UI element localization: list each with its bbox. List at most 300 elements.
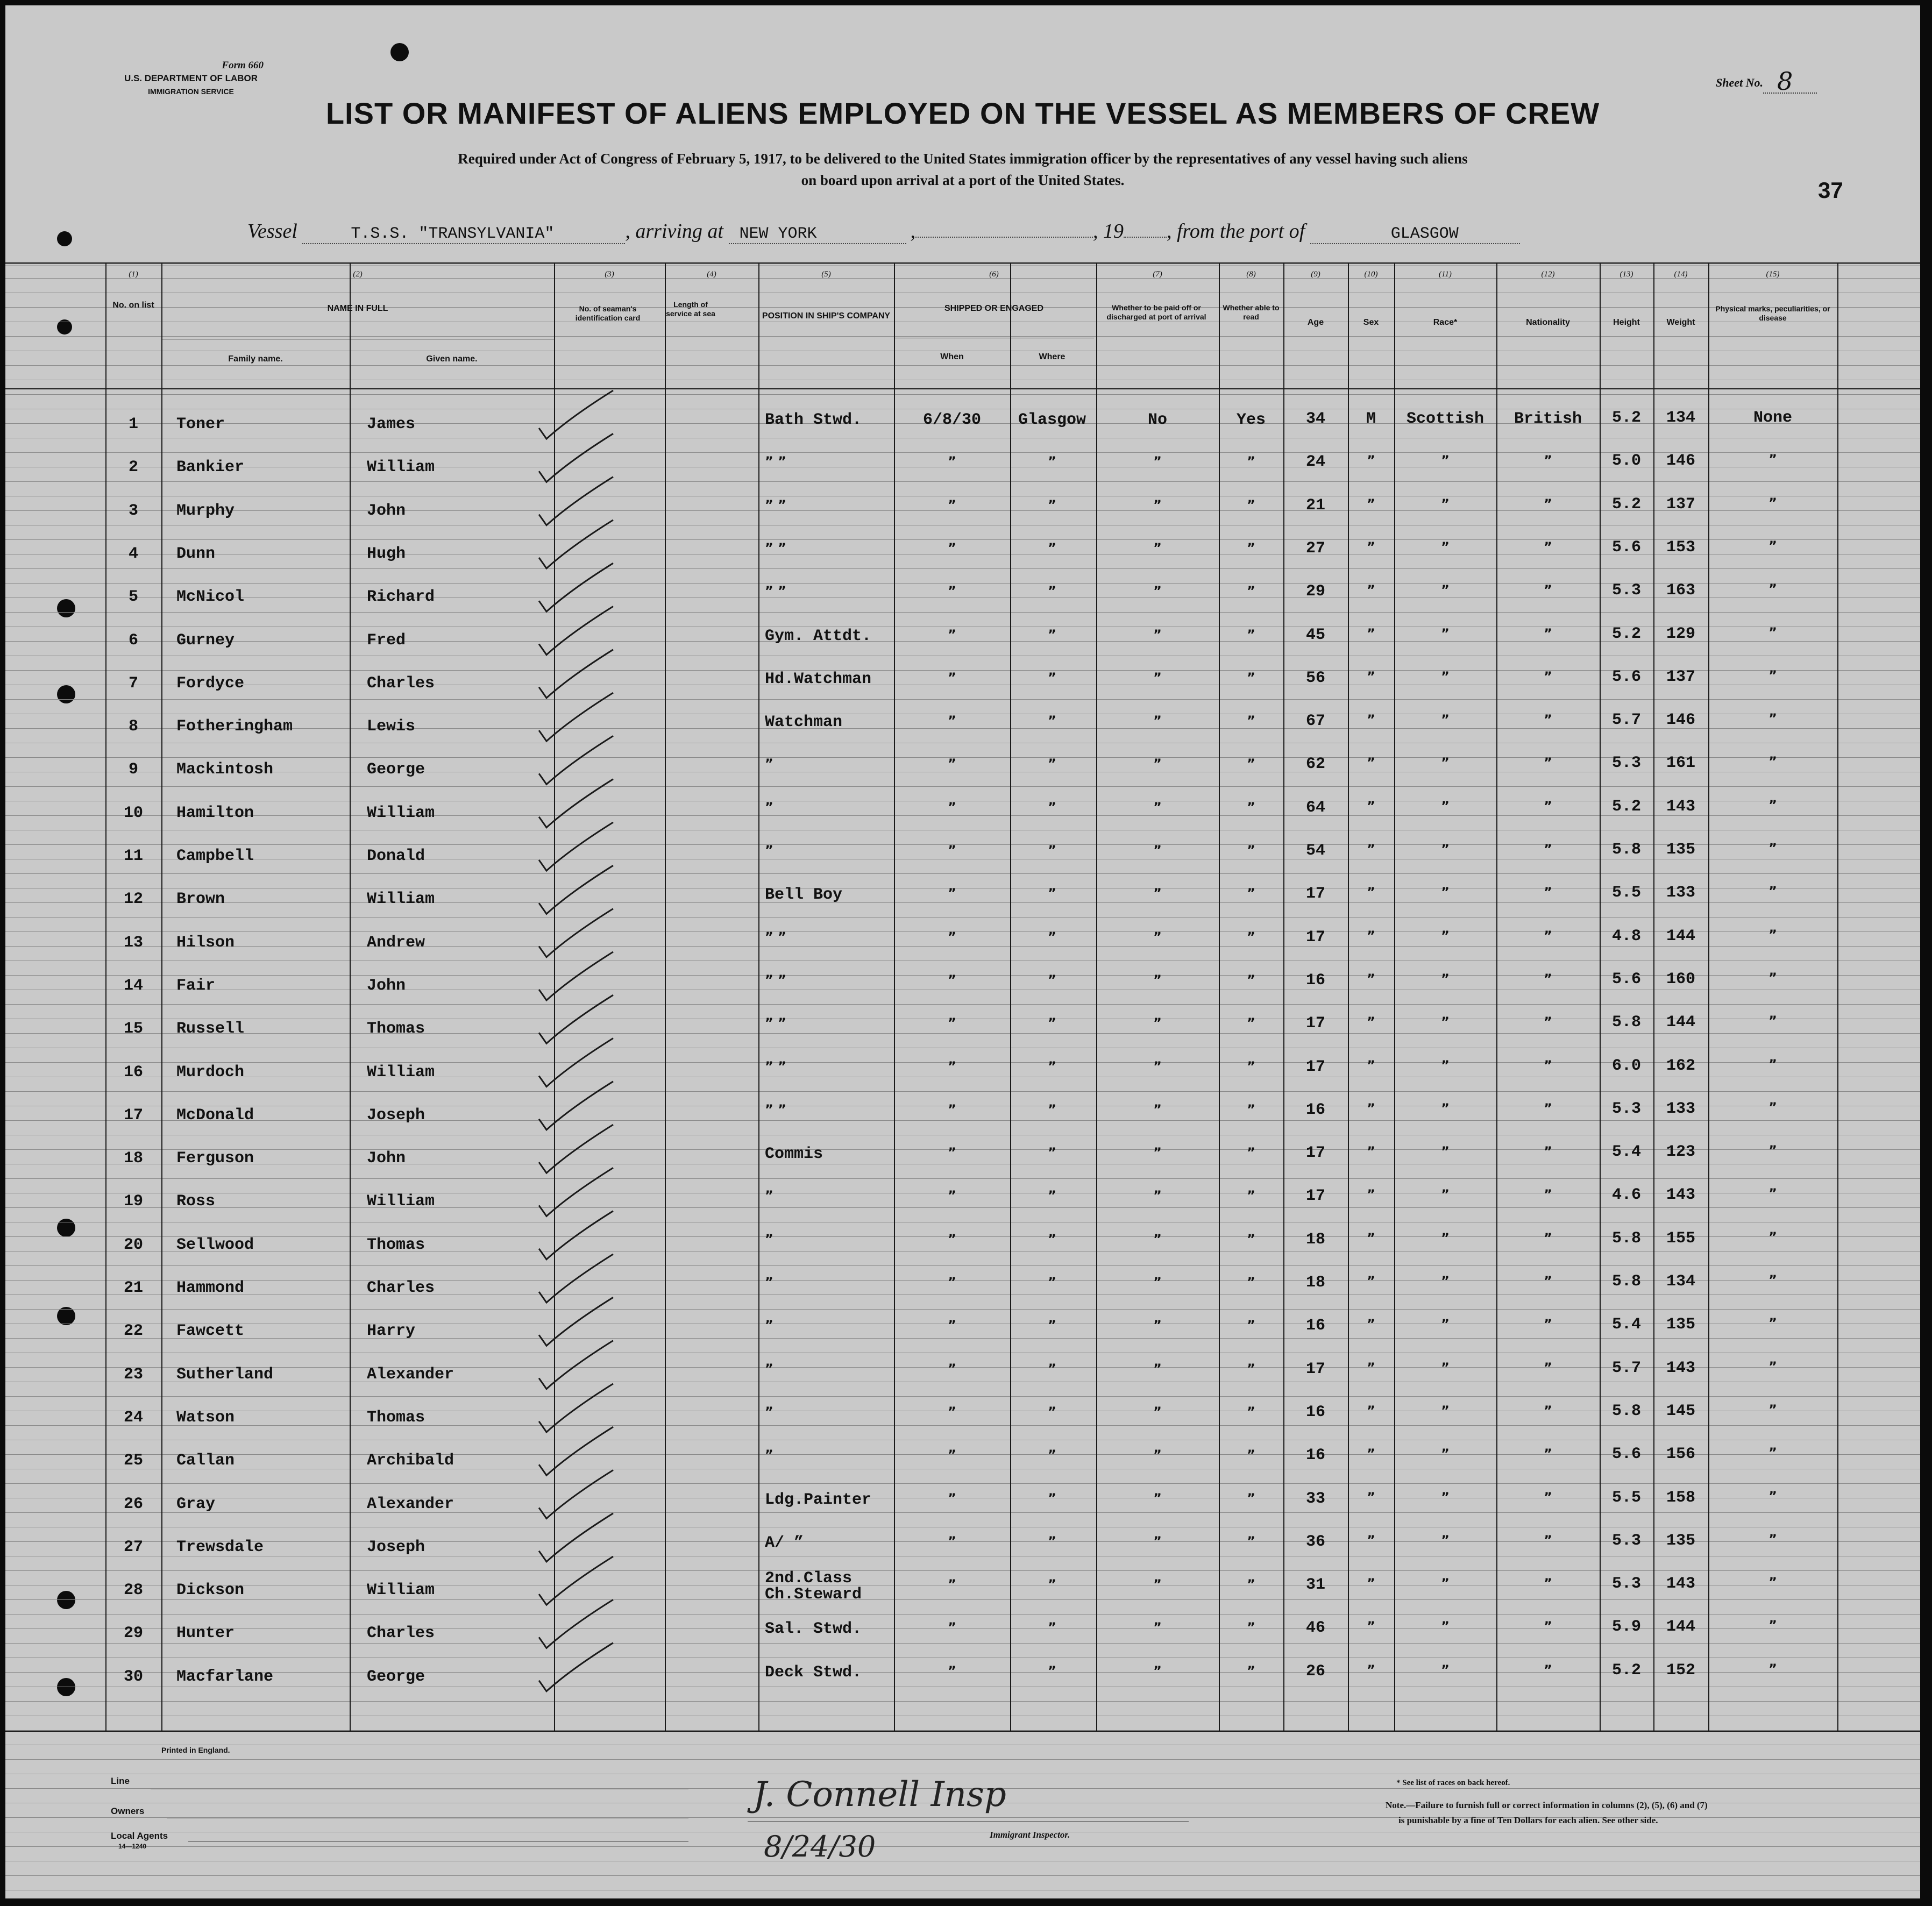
- shipped-when: ”: [948, 1101, 956, 1117]
- position: ” ”: [765, 929, 786, 944]
- family-name: Ross: [176, 1192, 216, 1211]
- sex: ”: [1367, 1144, 1375, 1160]
- given-name: Thomas: [367, 1020, 425, 1039]
- paid-off: ”: [1153, 454, 1162, 470]
- ruled-line: [5, 1875, 1920, 1876]
- nationality: ”: [1544, 1274, 1552, 1289]
- physical-marks: ”: [1768, 1575, 1777, 1590]
- family-name: Fawcett: [176, 1322, 245, 1341]
- height: 5.2: [1611, 624, 1641, 643]
- given-name: William: [367, 803, 435, 822]
- weight: 135: [1666, 1531, 1695, 1550]
- ruled-line: [5, 1483, 1920, 1484]
- position: ” ”: [765, 1101, 786, 1117]
- height: 5.8: [1611, 1272, 1641, 1291]
- column-number: (10): [1364, 270, 1378, 279]
- column-line: [665, 264, 666, 1731]
- paid-off: ”: [1153, 929, 1162, 944]
- physical-marks: ”: [1768, 1531, 1777, 1547]
- given-name: Alexander: [367, 1495, 454, 1513]
- physical-marks: ”: [1768, 970, 1777, 985]
- check-mark: [539, 995, 613, 1043]
- race: ”: [1441, 842, 1450, 857]
- given-name: Charles: [367, 1624, 435, 1643]
- ruled-line: [5, 1570, 1920, 1571]
- check-mark: [539, 909, 613, 957]
- height: 4.8: [1611, 927, 1641, 945]
- check-mark: [539, 1125, 613, 1173]
- weight: 143: [1666, 1575, 1695, 1594]
- arriving-port: NEW YORK: [739, 225, 817, 243]
- race: ”: [1441, 582, 1450, 598]
- height: 5.6: [1611, 970, 1641, 988]
- department-name: U.S. DEPARTMENT OF LABOR: [124, 73, 258, 83]
- position: ”: [765, 756, 773, 772]
- race: ”: [1441, 755, 1450, 771]
- shipped-where: ”: [1048, 1577, 1056, 1592]
- able-to-read: ”: [1247, 1318, 1255, 1333]
- ruled-line: [5, 481, 1920, 482]
- paid-off: ”: [1153, 713, 1162, 729]
- able-to-read: ”: [1247, 886, 1255, 901]
- sex: ”: [1367, 1446, 1375, 1462]
- family-name: Dunn: [176, 544, 216, 563]
- position: ” ”: [765, 972, 786, 987]
- family-name: Murdoch: [176, 1063, 245, 1082]
- shipped-where: ”: [1048, 1145, 1056, 1161]
- column-line: [1496, 264, 1497, 1731]
- age: 16: [1305, 1100, 1325, 1119]
- family-name: Trewsdale: [176, 1538, 264, 1556]
- shipped-where: ”: [1048, 799, 1056, 815]
- sex: ”: [1367, 1619, 1375, 1634]
- ruled-line: [5, 1178, 1920, 1179]
- race: ”: [1441, 1360, 1450, 1375]
- ruled-line: [5, 917, 1920, 918]
- nationality: ”: [1544, 539, 1552, 554]
- height: 5.5: [1611, 1488, 1641, 1507]
- race: ”: [1441, 885, 1450, 900]
- weight: 135: [1666, 1315, 1695, 1334]
- physical-marks: ”: [1768, 581, 1777, 597]
- family-name: Fordyce: [176, 674, 245, 693]
- sex: ”: [1367, 668, 1375, 684]
- weight: 162: [1666, 1056, 1695, 1075]
- column-line: [1394, 264, 1395, 1731]
- physical-marks: ”: [1768, 452, 1777, 467]
- weight: 134: [1666, 409, 1695, 427]
- height: 5.6: [1611, 538, 1641, 557]
- header-race: Race*: [1433, 318, 1458, 327]
- shipped-where: ”: [1048, 454, 1056, 470]
- column-number: (15): [1766, 270, 1780, 279]
- sex: ”: [1367, 496, 1375, 511]
- shipped-when: ”: [948, 627, 956, 642]
- nationality: ”: [1544, 842, 1552, 857]
- check-mark: [539, 1427, 613, 1475]
- sex: ”: [1367, 1489, 1375, 1505]
- position: ” ”: [765, 540, 786, 556]
- height: 5.0: [1611, 452, 1641, 471]
- shipped-when: ”: [948, 540, 956, 556]
- note-line-1: Note.—Failure to furnish full or correct information in columns (2), (5), (6) and (7): [1386, 1800, 1708, 1810]
- column-line: [894, 264, 895, 1731]
- physical-marks: ”: [1768, 711, 1777, 727]
- shipped-where: ”: [1048, 1188, 1056, 1204]
- punch-hole: [57, 1307, 75, 1325]
- given-name: James: [367, 415, 416, 433]
- given-name: Charles: [367, 674, 435, 693]
- nationality: ”: [1544, 582, 1552, 598]
- weight: 144: [1666, 1013, 1695, 1032]
- position: Sal. Stwd.: [765, 1620, 862, 1639]
- header-physical-marks: Physical marks, peculiarities, or disease: [1715, 304, 1830, 322]
- position: ” ”: [765, 454, 786, 470]
- family-name: Toner: [176, 415, 225, 433]
- race: ”: [1441, 1576, 1450, 1591]
- shipped-when: ”: [948, 886, 956, 901]
- paid-off: ”: [1153, 627, 1162, 642]
- age: 62: [1305, 755, 1325, 774]
- column-number: (3): [605, 270, 614, 279]
- sex: ”: [1367, 1100, 1375, 1116]
- column-line: [1010, 264, 1011, 1731]
- nationality: ”: [1544, 1403, 1552, 1418]
- ruled-line: [5, 1396, 1920, 1397]
- able-to-read: ”: [1247, 1145, 1255, 1161]
- sex: ”: [1367, 1014, 1375, 1030]
- physical-marks: ”: [1768, 1186, 1777, 1201]
- race: ”: [1441, 1619, 1450, 1634]
- shipped-where: ”: [1048, 929, 1056, 944]
- sex: ”: [1367, 1360, 1375, 1375]
- column-line: [1283, 264, 1284, 1731]
- column-line: [1653, 264, 1654, 1731]
- row-number: 6: [128, 631, 138, 650]
- shipped-where: ”: [1048, 972, 1056, 987]
- position: ”: [765, 1404, 773, 1419]
- column-number: (2): [353, 270, 363, 279]
- sex: ”: [1367, 582, 1375, 598]
- shipped-when: ”: [948, 1058, 956, 1074]
- weight: 144: [1666, 927, 1695, 945]
- paid-off: ”: [1153, 1275, 1162, 1290]
- sex: ”: [1367, 712, 1375, 728]
- identification-check-marks: [532, 355, 640, 1732]
- shipped-when: ”: [948, 1663, 956, 1679]
- family-name: Fair: [176, 976, 216, 995]
- family-name: Gurney: [176, 631, 235, 650]
- header-position: POSITION IN SHIP'S COMPANY: [762, 311, 891, 321]
- height: 5.8: [1611, 1402, 1641, 1420]
- check-mark: [539, 1082, 613, 1130]
- position: ”: [765, 1275, 773, 1290]
- page-title: LIST OR MANIFEST OF ALIENS EMPLOYED ON THE VESSEL AS MEMBERS OF CREW: [325, 96, 1600, 130]
- column-line: [1348, 264, 1349, 1731]
- weight: 155: [1666, 1229, 1695, 1248]
- sex: ”: [1367, 1403, 1375, 1418]
- check-mark: [539, 477, 613, 525]
- shipped-when: ”: [948, 454, 956, 470]
- ruled-line: [5, 336, 1920, 337]
- header-age: Age: [1307, 318, 1324, 327]
- able-to-read: ”: [1247, 1015, 1255, 1031]
- check-mark: [539, 1297, 613, 1346]
- ruled-line: [5, 365, 1920, 366]
- race: ”: [1441, 1662, 1450, 1677]
- family-name: Mackintosh: [176, 760, 274, 779]
- age: 56: [1305, 668, 1325, 687]
- sex: ”: [1367, 842, 1375, 857]
- physical-marks: ”: [1768, 624, 1777, 640]
- weight: 133: [1666, 1099, 1695, 1118]
- physical-marks: ”: [1768, 1315, 1777, 1331]
- race: ”: [1441, 1274, 1450, 1289]
- age: 21: [1305, 496, 1325, 515]
- shipped-where: ”: [1048, 1663, 1056, 1679]
- family-name: Brown: [176, 890, 225, 909]
- able-to-read: ”: [1247, 843, 1255, 858]
- height: 5.7: [1611, 711, 1641, 730]
- physical-marks: ”: [1768, 1013, 1777, 1029]
- nationality: ”: [1544, 755, 1552, 771]
- shipped-where: ”: [1048, 627, 1056, 642]
- nationality: ”: [1544, 1317, 1552, 1332]
- weight: 144: [1666, 1618, 1695, 1637]
- printed-in-england: Printed in England.: [161, 1746, 230, 1754]
- weight: 143: [1666, 1359, 1695, 1377]
- able-to-read: ”: [1247, 497, 1255, 513]
- age: 45: [1305, 625, 1325, 644]
- column-number: (12): [1541, 270, 1555, 279]
- check-mark: [539, 779, 613, 828]
- family-name: Fotheringham: [176, 717, 293, 736]
- row-number: 3: [128, 501, 138, 520]
- race: ”: [1441, 1187, 1450, 1203]
- nationality: ”: [1544, 712, 1552, 728]
- column-number: (14): [1674, 270, 1688, 279]
- height: 6.0: [1611, 1056, 1641, 1075]
- position: Bell Boy: [765, 886, 843, 905]
- position: 2nd.Class: [765, 1569, 853, 1588]
- position: ”: [765, 799, 773, 815]
- shipped-when: ”: [948, 1145, 956, 1161]
- able-to-read: ”: [1247, 799, 1255, 815]
- check-mark: [539, 390, 613, 439]
- ruled-line: [5, 1846, 1920, 1847]
- position: ”: [765, 1188, 773, 1204]
- check-mark: [539, 865, 613, 914]
- check-mark: [539, 433, 613, 482]
- row-number: 30: [123, 1667, 143, 1686]
- nationality: ”: [1544, 496, 1552, 511]
- age: 16: [1305, 1446, 1325, 1465]
- sheet-label: Sheet No.: [1716, 76, 1763, 89]
- header-length-service: Length of service at sea: [666, 300, 715, 318]
- shipped-when: ”: [948, 670, 956, 685]
- from-label: , from the port of: [1167, 220, 1305, 243]
- paid-off: ”: [1153, 1663, 1162, 1679]
- position: Hd.Watchman: [765, 670, 872, 688]
- check-mark: [539, 1341, 613, 1389]
- position: A/ ”: [765, 1533, 804, 1552]
- shipped-when: ”: [948, 1577, 956, 1592]
- given-name: Lewis: [367, 717, 416, 736]
- from-port: GLASGOW: [1390, 225, 1459, 243]
- given-name: Alexander: [367, 1365, 454, 1384]
- paid-off: No: [1147, 411, 1167, 429]
- height: 5.3: [1611, 754, 1641, 773]
- paid-off: ”: [1153, 799, 1162, 815]
- age: 34: [1305, 410, 1325, 428]
- weight: 145: [1666, 1402, 1695, 1420]
- family-name: Gray: [176, 1495, 216, 1513]
- race: ”: [1441, 1100, 1450, 1116]
- able-to-read: ”: [1247, 1101, 1255, 1117]
- nationality: ”: [1544, 928, 1552, 943]
- shipped-when: 6/8/30: [922, 411, 982, 429]
- shipped-where: ”: [1048, 843, 1056, 858]
- shipped-when: ”: [948, 799, 956, 815]
- height: 5.2: [1611, 495, 1641, 514]
- shipped-where: ”: [1048, 1361, 1056, 1376]
- able-to-read: ”: [1247, 454, 1255, 470]
- row-number: 1: [128, 415, 138, 433]
- shipped-where: ”: [1048, 670, 1056, 685]
- family-name: Russell: [176, 1020, 245, 1039]
- ruled-line: [5, 1425, 1920, 1426]
- given-name: George: [367, 1667, 425, 1686]
- able-to-read: ”: [1247, 713, 1255, 729]
- header-height: Height: [1613, 318, 1640, 327]
- shipped-where: ”: [1048, 1620, 1056, 1635]
- column-line: [1096, 264, 1097, 1731]
- header-where: Where: [1039, 352, 1066, 361]
- height: 5.4: [1611, 1315, 1641, 1334]
- shipped-where: ”: [1048, 584, 1056, 599]
- ruled-line: [5, 902, 1920, 903]
- header-given-name: Given name.: [426, 354, 478, 364]
- sex: ”: [1367, 1274, 1375, 1289]
- shipped-where: ”: [1048, 1275, 1056, 1290]
- vessel-name: T.S.S. "TRANSYLVANIA": [351, 225, 555, 243]
- punch-hole: [57, 599, 75, 617]
- row-number: 12: [123, 890, 143, 909]
- physical-marks: ”: [1768, 495, 1777, 510]
- given-name: William: [367, 458, 435, 477]
- column-line: [1600, 264, 1601, 1731]
- shipped-where: ”: [1048, 886, 1056, 901]
- position: Ldg.Painter: [765, 1490, 872, 1509]
- age: 17: [1305, 1057, 1325, 1076]
- given-name: Andrew: [367, 933, 425, 952]
- header-seaman-id: No. of seaman's identification card: [575, 304, 641, 322]
- family-name: Callan: [176, 1452, 235, 1470]
- ruled-line: [5, 1701, 1920, 1702]
- physical-marks: ”: [1768, 667, 1777, 683]
- sex: ”: [1367, 798, 1375, 814]
- year-label: , 19: [1093, 220, 1124, 243]
- shipped-when: ”: [948, 843, 956, 858]
- paid-off: ”: [1153, 1015, 1162, 1031]
- header-name-in-full: NAME IN FULL: [327, 304, 388, 313]
- able-to-read: ”: [1247, 972, 1255, 987]
- sex: M: [1366, 410, 1376, 428]
- row-number: 27: [123, 1538, 143, 1556]
- family-name: Sutherland: [176, 1365, 274, 1384]
- age: 17: [1305, 1360, 1325, 1378]
- nationality: ”: [1544, 1619, 1552, 1634]
- physical-marks: ”: [1768, 1661, 1777, 1676]
- family-name: Campbell: [176, 847, 254, 865]
- ruled-line: [5, 873, 1920, 874]
- shipped-where: ”: [1048, 1101, 1056, 1117]
- weight: 146: [1666, 711, 1695, 730]
- position: ”: [765, 1361, 773, 1376]
- paid-off: ”: [1153, 1318, 1162, 1333]
- physical-marks: ”: [1768, 1402, 1777, 1417]
- position: ” ”: [765, 497, 786, 513]
- shipped-when: ”: [948, 1620, 956, 1635]
- ruled-line: [5, 1033, 1920, 1034]
- paid-off: ”: [1153, 1231, 1162, 1247]
- punch-hole: [57, 1591, 75, 1609]
- family-name: Hamilton: [176, 803, 254, 822]
- race: ”: [1441, 539, 1450, 554]
- given-name: John: [367, 976, 406, 995]
- race: Scottish: [1406, 410, 1484, 428]
- row-number: 18: [123, 1149, 143, 1168]
- race: ”: [1441, 1057, 1450, 1073]
- position: ”: [765, 1447, 773, 1463]
- row-number: 25: [123, 1452, 143, 1470]
- punch-hole: [57, 1678, 75, 1696]
- family-name: McDonald: [176, 1106, 254, 1125]
- age: 26: [1305, 1662, 1325, 1681]
- sex: ”: [1367, 971, 1375, 986]
- department-block: [102, 59, 280, 98]
- weight: 135: [1666, 841, 1695, 859]
- position: Gym. Attdt.: [765, 627, 872, 645]
- shipped-where: ”: [1048, 713, 1056, 729]
- column-line: [1837, 264, 1838, 1731]
- ruled-line: [5, 394, 1920, 395]
- physical-marks: ”: [1768, 538, 1777, 553]
- physical-marks: ”: [1768, 797, 1777, 813]
- check-mark: [539, 822, 613, 871]
- shipped-where: ”: [1048, 540, 1056, 556]
- ruled-line: [5, 786, 1920, 787]
- given-name: Charles: [367, 1279, 435, 1297]
- sex: ”: [1367, 625, 1375, 641]
- row-number: 17: [123, 1106, 143, 1125]
- check-mark: [539, 736, 613, 784]
- row-number: 15: [123, 1020, 143, 1039]
- position-line-2: Ch.Steward: [765, 1585, 862, 1604]
- nationality: ”: [1544, 798, 1552, 814]
- height: 5.5: [1611, 884, 1641, 902]
- given-name: Thomas: [367, 1408, 425, 1427]
- family-name: Macfarlane: [176, 1667, 274, 1686]
- check-mark: [539, 607, 613, 655]
- height: 5.8: [1611, 1013, 1641, 1032]
- ruled-line: [5, 1759, 1920, 1760]
- nationality: ”: [1544, 1144, 1552, 1160]
- given-name: William: [367, 890, 435, 909]
- row-number: 4: [128, 544, 138, 563]
- local-agents-label: Local Agents: [111, 1831, 168, 1841]
- family-name: Murphy: [176, 501, 235, 520]
